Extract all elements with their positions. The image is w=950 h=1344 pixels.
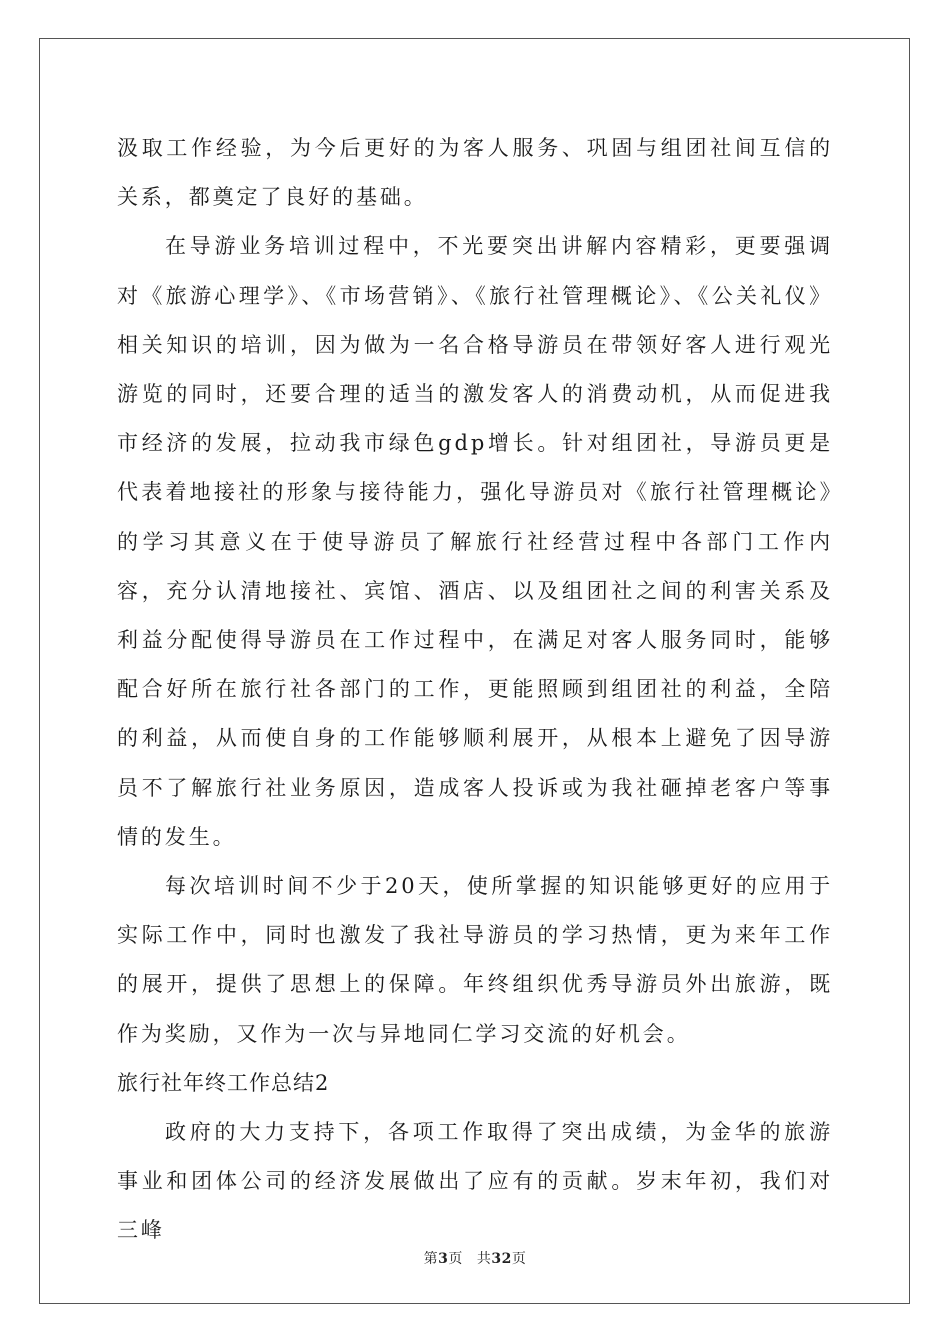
page-footer — [0, 1248, 950, 1268]
page-suffix: 页 — [448, 1251, 463, 1267]
paragraph-section-2: 政府的大力支持下，各项工作取得了突出成绩，为金华的旅游事业和团体公司的经济发展做出了应有的贡献。岁末年初，我们对三峰 — [117, 1120, 833, 1243]
section-heading: 旅行社年终工作总结2 — [117, 1070, 330, 1095]
paragraph-continuation: 汲取工作经验，为今后更好的为客人服务、巩固与组团社间互信的关系，都奠定了良好的基础。 — [117, 136, 833, 210]
paragraph-training: 在导游业务培训过程中，不光要突出讲解内容精彩，更要强调对《旅游心理学》、《市场营销》、《旅行社管理概论》、《公关礼仪》相关知识的培训，因为做为一名合格导游员在带领好客人进行观光游览的同时，还要合理的适当的激发客人的消费动机，从而促进我市经济的发展，拉动我市绿色gdp增长。针对组团社，导游员更是代表着地接社的形象与接待能力，强化导游员对《旅行社管理概论》的学习其意义在于使导游员了解旅行社经营过程中各部门工作内容，充分认清地接社、宾馆、酒店、以及组团社之间的利害关系及利益分配使得导游员在工作过程中，在满足对客人服务同时，能够配合好所在旅行社各部门的工作，更能照顾到组团社的利益，全陪的利益，从而使自身的工作能够顺利展开，从根本上避免了因导游员不了解旅行社业务原因，造成客人投诉或为我社砸掉老客户等事情的发生。 — [117, 234, 833, 849]
document-body — [117, 124, 833, 1256]
total-suffix: 页 — [511, 1251, 527, 1267]
total-pages: 32 — [491, 1251, 512, 1267]
page-prefix: 第 — [423, 1251, 439, 1267]
paragraph-duration: 每次培训时间不少于20天，使所掌握的知识能够更好的应用于实际工作中，同时也激发了我社导游员的学习热情，更为来年工作的展开，提供了思想上的保障。年终组织优秀导游员外出旅游，既作为奖励，又作为一次与异地同仁学习交流的好机会。 — [117, 874, 833, 1046]
total-prefix: 共 — [476, 1251, 492, 1267]
page-number: 3 — [438, 1251, 449, 1267]
